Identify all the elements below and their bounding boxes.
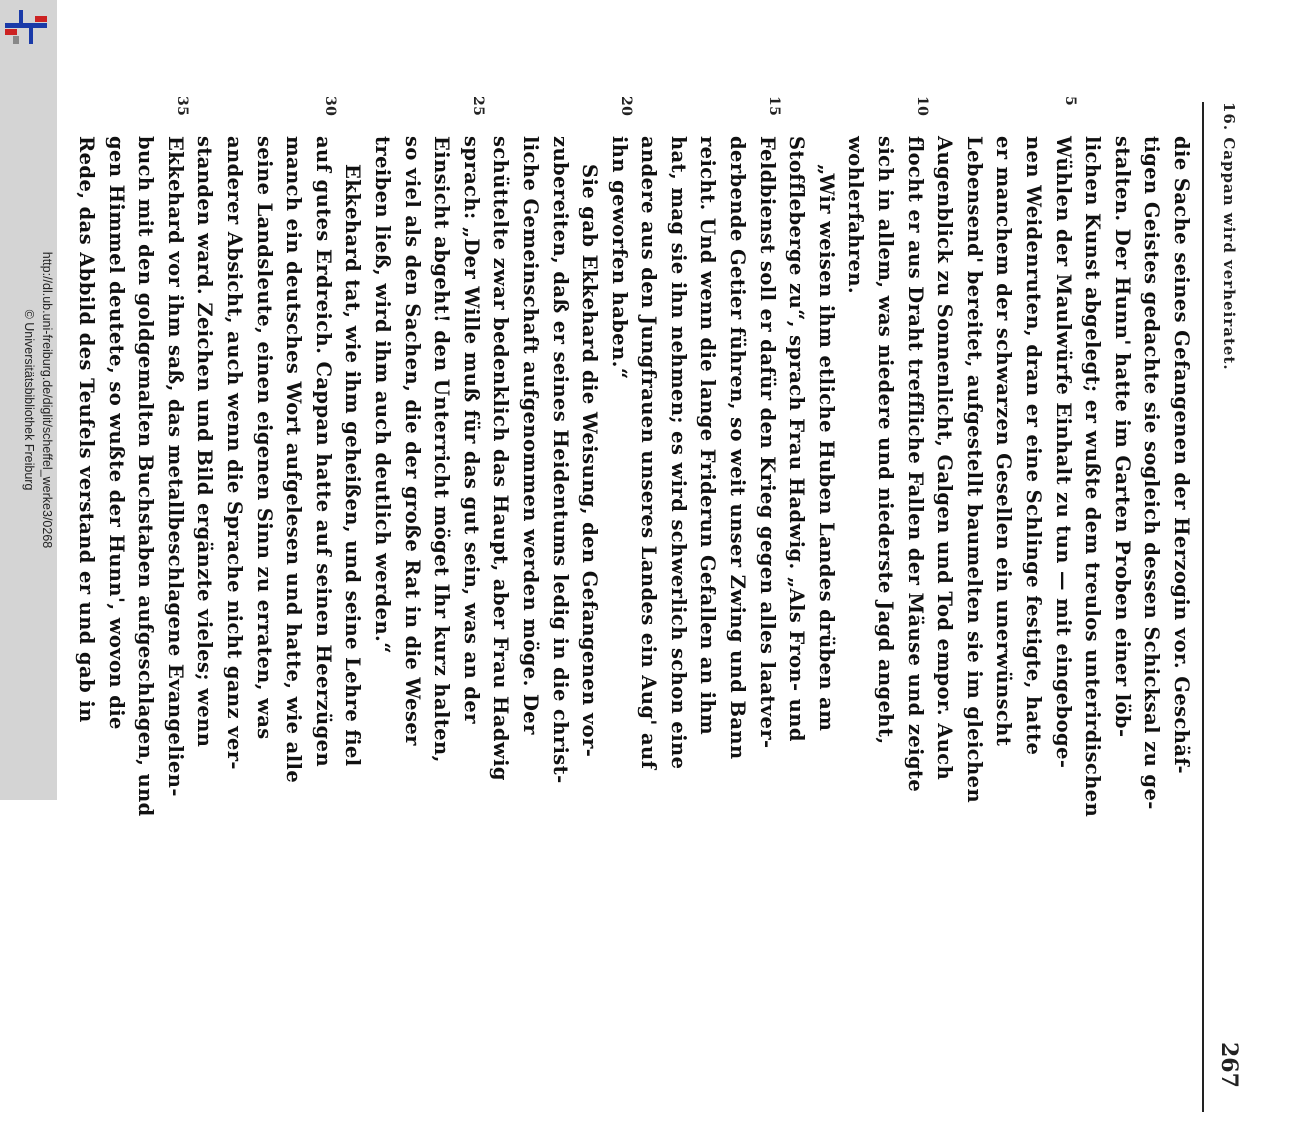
text-line bbox=[723, 136, 753, 1136]
line-text: Augenblick zu Sonnenlicht, Galgen und Tod empor. Auch bbox=[933, 136, 957, 781]
line-text: manch ein deutsches Wort aufgelesen und hatte, wie alle bbox=[282, 136, 306, 784]
line-text: nen Weidenruten, dran er eine Schlinge festigte, hatte bbox=[1022, 136, 1046, 756]
line-text: standen ward. Zeichen und Bild ergänzte vieles; wenn bbox=[193, 136, 217, 748]
text-line bbox=[900, 96, 930, 1136]
line-text: treiben ließ, wird ihm auch deutlich werden.“ bbox=[370, 136, 394, 654]
text-line bbox=[308, 96, 338, 1136]
text-line bbox=[219, 136, 249, 1136]
text-line bbox=[811, 136, 841, 1136]
text-line bbox=[367, 136, 397, 1136]
header-rule bbox=[1202, 102, 1204, 1112]
line-number: 25 bbox=[469, 96, 486, 117]
line-text: schüttelte zwar bedenklich das Haupt, aber Frau Hadwig bbox=[489, 136, 513, 781]
line-text: anderer Absicht, auch wenn die Sprache nicht ganz ver- bbox=[223, 136, 246, 770]
line-number: 10 bbox=[913, 96, 930, 117]
line-text: Stoffleberge zu“, sprach Frau Hadwig. „Als Fron- und bbox=[785, 136, 809, 742]
line-text: buch mit den goldgemalten Buchstaben aufgeschlagen, und bbox=[134, 136, 158, 817]
scanned-page bbox=[75, 78, 1258, 1088]
text-line bbox=[1078, 136, 1108, 1136]
line-text: flocht er aus Draht treffliche Fallen der Mäuse und zeigte bbox=[903, 136, 927, 793]
line-text: andere aus den Jungfrauen unseres Landes ein Aug' auf bbox=[637, 136, 661, 770]
text-line bbox=[397, 136, 427, 1136]
line-number: 5 bbox=[1061, 96, 1078, 107]
line-text: seine Landsleute, einen eigenen Sinn zu erraten, was bbox=[252, 136, 276, 740]
text-line bbox=[634, 136, 664, 1136]
line-text: Sie gab Ekkehard die Weisung, den Gefangenen vor- bbox=[578, 164, 602, 758]
text-line bbox=[841, 136, 871, 1136]
line-text: gen Himmel deutete, so wußte der Hunn', wovon die bbox=[104, 136, 128, 730]
line-text: tigen Geistes gedachte sie sogleich dessen Schicksal zu ge- bbox=[1140, 136, 1164, 810]
line-text: reicht. Und wenn die lange Friderun Gefallen an ihm bbox=[696, 136, 720, 736]
line-text: zubereiten, daß er seines Heidentums ledig in die christ- bbox=[548, 136, 572, 784]
line-text: Wühlen der Maulwürfe Einhalt zu tun — mit eingeboge- bbox=[1051, 136, 1075, 769]
line-text: auf gutes Erdreich. Cappan hatte auf seinen Heerzügen bbox=[311, 136, 335, 768]
text-line bbox=[752, 96, 782, 1136]
text-line bbox=[71, 136, 101, 1136]
page-body bbox=[71, 96, 1196, 1136]
line-number: 35 bbox=[173, 96, 190, 117]
line-text: Lebensend' bereitet, aufgestellt baumelten sie im gleichen bbox=[962, 136, 986, 804]
line-text: hat, mag sie ihn nehmen; es wird schwerlich schon eine bbox=[666, 136, 690, 770]
page-header bbox=[1208, 102, 1242, 1102]
text-line bbox=[959, 136, 989, 1136]
line-number: 20 bbox=[617, 96, 634, 117]
text-line bbox=[101, 136, 131, 1136]
text-line bbox=[545, 136, 575, 1136]
text-line bbox=[1018, 136, 1048, 1136]
line-text: Ekkehard vor ihm saß, das metallbeschlagene Evangelien- bbox=[163, 136, 187, 797]
source-url-link[interactable]: http://dl.ub.uni-freiburg.de/diglit/scheffel_werke3/0268 bbox=[40, 251, 54, 549]
line-number: 30 bbox=[321, 96, 338, 117]
text-line bbox=[1166, 136, 1196, 1136]
page-number: 267 bbox=[1216, 1042, 1242, 1088]
text-line bbox=[486, 136, 516, 1136]
text-line bbox=[515, 136, 545, 1136]
line-text: lichen Kunst abgelegt; er wußte dem treulos unterirdischen bbox=[1081, 136, 1105, 818]
text-line bbox=[930, 136, 960, 1136]
line-text: Rede, das Abbild des Teufels verstand er und gab in bbox=[75, 136, 99, 723]
text-line bbox=[1107, 136, 1137, 1136]
line-text: liche Gemeinschaft aufgenommen werden möge. Der bbox=[518, 136, 542, 735]
text-line bbox=[575, 136, 605, 1136]
line-text: er manchem der schwarzen Gesellen ein unerwünscht bbox=[992, 136, 1016, 747]
text-line bbox=[1048, 96, 1078, 1136]
text-line bbox=[782, 136, 812, 1136]
line-text: wohlerfahren. bbox=[844, 136, 868, 295]
text-line bbox=[131, 136, 161, 1136]
text-line bbox=[279, 136, 309, 1136]
line-text: stalten. Der Hunn' hatte im Garten Proben einer löb- bbox=[1110, 136, 1134, 738]
text-line bbox=[604, 96, 634, 1136]
copyright-text: © Universitätsbibliothek Freiburg bbox=[22, 309, 36, 491]
text-line bbox=[338, 136, 368, 1136]
line-text: die Sache seines Gefangenen der Herzogin vor. Geschäf- bbox=[1170, 136, 1193, 775]
text-line bbox=[160, 96, 190, 1136]
line-text: „Wir weisen ihm etliche Huben Landes drüben am bbox=[814, 164, 838, 732]
chapter-heading: 16. Cappan wird verheiratet. bbox=[1220, 102, 1238, 371]
text-line bbox=[870, 136, 900, 1136]
text-line bbox=[989, 136, 1019, 1136]
line-text: ihn geworfen haben.“ bbox=[607, 136, 631, 380]
sidebar bbox=[0, 0, 57, 800]
text-line bbox=[693, 136, 723, 1136]
text-line bbox=[663, 136, 693, 1136]
line-text: Feldbienst soll er dafür den Krieg gegen alles laatver- bbox=[755, 136, 779, 749]
line-text: derbende Getier führen, so weit unser Zwing und Bann bbox=[726, 136, 750, 760]
text-line bbox=[190, 136, 220, 1136]
sidebar-caption bbox=[0, 20, 56, 780]
line-text: Einsicht abgeht! den Unterricht möget Ihr kurz halten, bbox=[430, 136, 454, 763]
line-text: Ekkehard tat, wie ihm geheißen, und seine Lehre fiel bbox=[341, 164, 365, 767]
text-line bbox=[427, 136, 457, 1136]
text-line bbox=[456, 96, 486, 1136]
line-number: 15 bbox=[765, 96, 782, 117]
line-text: so viel als den Sachen, die der große Rat in die Weser bbox=[400, 136, 424, 746]
text-line bbox=[1137, 136, 1167, 1136]
line-text: sprach: „Der Wille muß für das gut sein, was an der bbox=[459, 136, 483, 724]
line-text: sich in allem, was niedere und niederste Jagd angeht, bbox=[874, 136, 898, 745]
text-line bbox=[249, 136, 279, 1136]
